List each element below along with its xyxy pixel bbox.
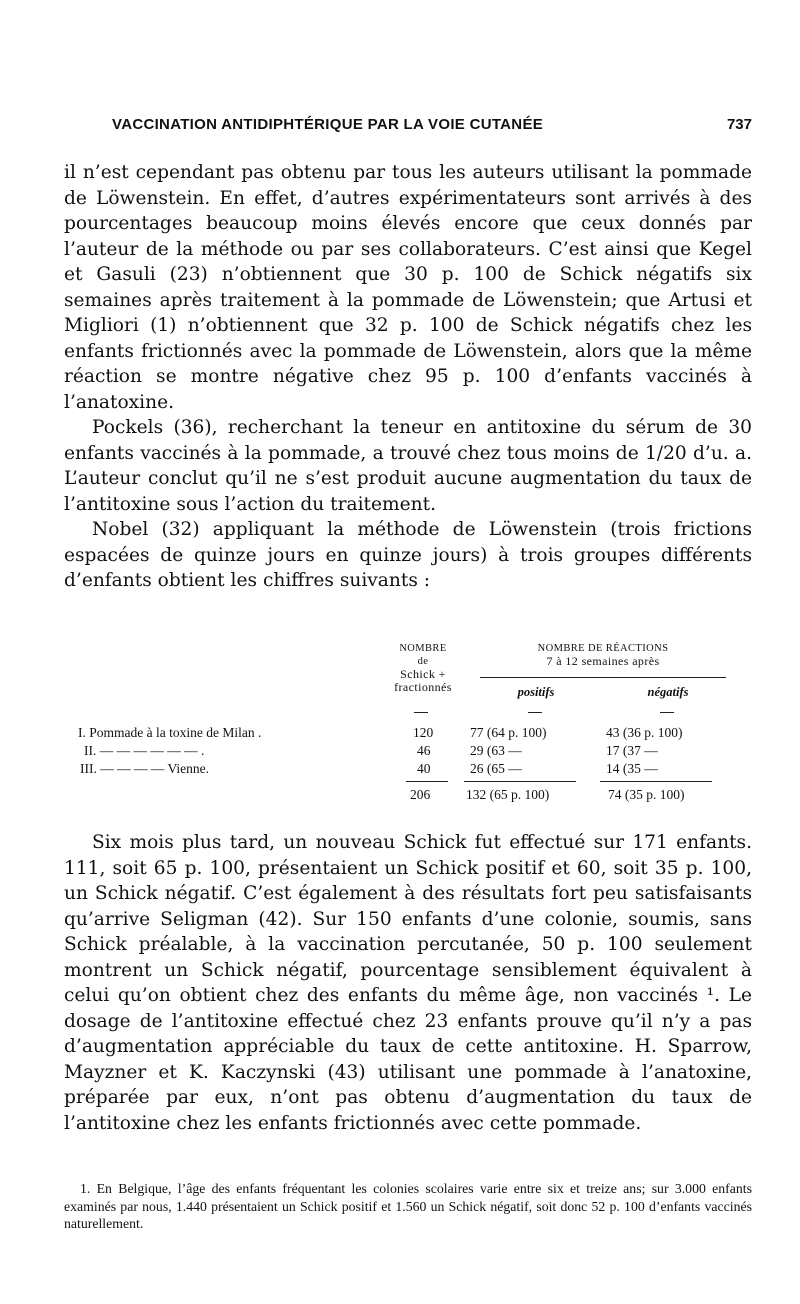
- table-row: [78, 761, 738, 777]
- table-header-reactions: [478, 642, 728, 668]
- header-rule: [480, 677, 726, 678]
- table-header-line: de: [417, 656, 429, 667]
- row-count: 40: [417, 761, 431, 776]
- dash-mark: [660, 712, 674, 713]
- paragraph: Six mois plus tard, un nouveau Schick fut effectué sur 171 enfants. 111, soit 65 p. 100, présentaient un Schick positif et 60, soit 35 p. 100, un Schick négatif. C’est également à des résultats fort peu satisfaisants qu’arrive Seligman (42). Sur 150 enfants d’une colonie, soumis, sans Schick préalable, à la vaccination percutanée, 50 p. 100 seulement montrent un Schick négatif, pourcentage sensiblement équivalent à celui qu’on obtient chez des enfants du même âge, non vaccinés ¹. Le dosage de l’antitoxine effectué chez 23 enfants prouve qu’il n’y a pas d’augmentation appréciable du taux de cette antitoxine. H. Sparrow, Mayzner et K. Kaczynski (43) utilisant une pommade à l’anatoxine, préparée par eux, n’ont pas obtenu d’augmentation du taux de l’antitoxine chez les enfants frictionnés avec cette pommade.: [64, 832, 752, 1134]
- table-row: [78, 743, 738, 759]
- total-rule-negative: [600, 781, 712, 782]
- dash-mark: [414, 712, 428, 713]
- footnotes: [64, 1180, 752, 1233]
- row-count: 46: [417, 743, 431, 758]
- row-label: III. — — — — Vienne.: [80, 761, 210, 776]
- paragraph: il n’est cependant pas obtenu par tous les auteurs utilisant la pommade de Löwenstein. En effet, d’autres expérimentateurs sont arrivés à des pourcentages beaucoup moins élevés encore que ceux donnés par l’auteur de la méthode ou par ses collaborateurs. C’est ainsi que Kegel et Gasuli (23) n’obtiennent que 30 p. 100 de Schick négatifs six semaines après traitement à la pommade de Löwenstein; que Artusi et Migliori (1) n’obtiennent que 32 p. 100 de Schick négatifs chez les enfants frictionnés avec la pommade de Löwenstein, alors que la même réaction se montre négative chez 95 p. 100 d’enfants vaccinés à l’anatoxine.: [64, 162, 752, 413]
- table-totals-row: [78, 787, 738, 803]
- paragraph: Pockels (36), recherchant la teneur en antitoxine du sérum de 30 enfants vaccinés à la pommade, a trouvé chez tous moins de 1/20 d’u. a. L’auteur conclut qu’il ne s’est produit aucune augmentation du taux de l’antitoxine sous l’action du traitement.: [64, 417, 752, 515]
- paragraph: Nobel (32) appliquant la méthode de Löwenstein (trois frictions espacées de quinze jours en quinze jours) à trois groupes différents d’enfants obtient les chiffres suivants :: [64, 519, 752, 591]
- total-rule-positive: [464, 781, 576, 782]
- page-header: [112, 116, 752, 144]
- total-rule-count: [406, 781, 448, 782]
- subheader-positive: positifs: [517, 685, 555, 699]
- results-table: [78, 638, 738, 810]
- total-positive: 132 (65 p. 100): [466, 787, 550, 802]
- row-negative: 14 (35 —: [606, 761, 658, 776]
- row-count: 120: [413, 725, 434, 740]
- body-text-bottom: [64, 830, 752, 1136]
- table-header-count: [378, 642, 468, 694]
- running-head: VACCINATION ANTIDIPHTÉRIQUE PAR LA VOIE CUTANÉE: [112, 116, 544, 133]
- table-header-line: NOMBRE: [399, 643, 447, 654]
- row-label: II. — — — — — — .: [84, 743, 205, 758]
- subheader-negative: négatifs: [647, 685, 689, 699]
- row-positive: 29 (63 —: [470, 743, 522, 758]
- table-header-line: 7 à 12 semaines après: [546, 654, 660, 668]
- table-header-line: Schick +: [400, 667, 446, 681]
- table-row: [78, 725, 738, 741]
- row-negative: 43 (36 p. 100): [606, 725, 683, 740]
- row-positive: 26 (65 —: [470, 761, 522, 776]
- row-positive: 77 (64 p. 100): [470, 725, 547, 740]
- table-header-line: fractionnés: [394, 680, 452, 694]
- body-text-top: [64, 160, 752, 594]
- dash-mark: [528, 712, 542, 713]
- table-header-line: NOMBRE DE RÉACTIONS: [537, 643, 669, 654]
- row-negative: 17 (37 —: [606, 743, 658, 758]
- footnote: 1. En Belgique, l’âge des enfants fréquentant les colonies scolaires varie entre six et treize ans; sur 3.000 enfants examinés par nous, 1.440 présentaient un Schick positif et 1.560 un Schick négatif, soit donc 52 p. 100 d’enfants vaccinés naturellement.: [64, 1181, 752, 1231]
- row-label: I. Pommade à la toxine de Milan .: [78, 725, 262, 740]
- total-negative: 74 (35 p. 100): [608, 787, 685, 802]
- total-count: 206: [410, 787, 431, 802]
- page-number: 737: [726, 116, 752, 133]
